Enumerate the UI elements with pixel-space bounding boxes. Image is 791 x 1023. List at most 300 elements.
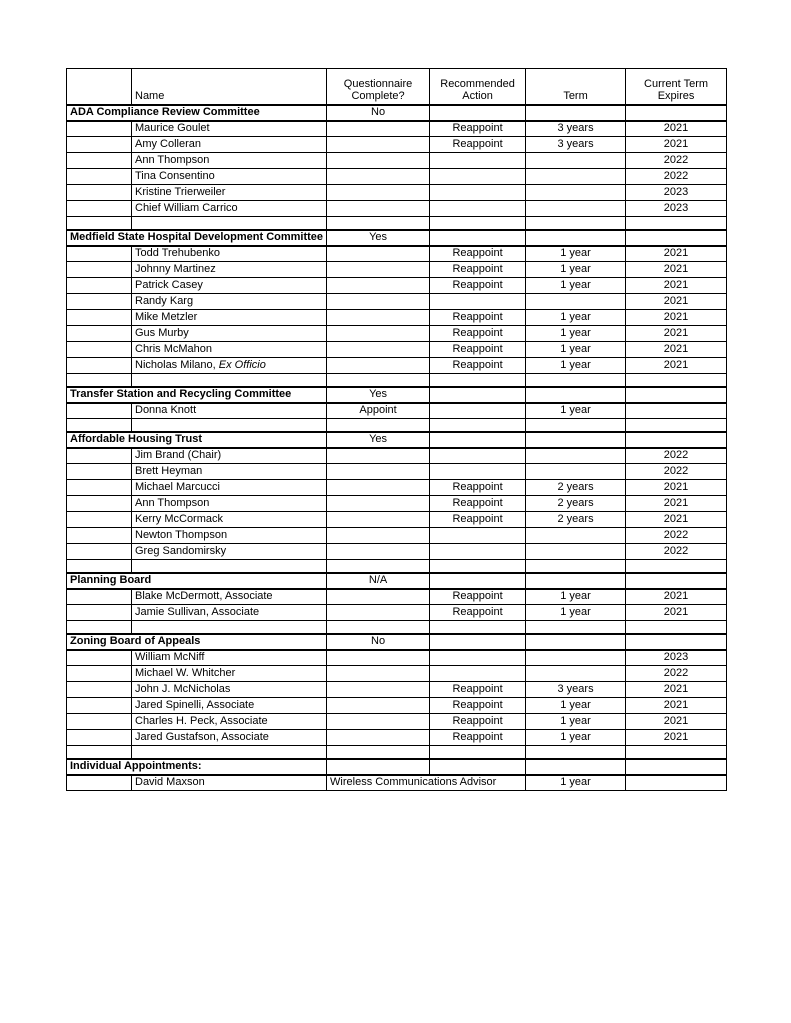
current-term-expires-cell: 2021 (626, 714, 727, 730)
committee-title: Individual Appointments: (67, 759, 327, 775)
questionnaire-complete-cell (327, 512, 430, 528)
indent-cell (67, 153, 132, 169)
empty-cell (626, 560, 727, 573)
appointee-name: Tina Consentino (135, 170, 215, 182)
recommended-action-cell: Reappoint (430, 714, 526, 730)
appointee-row (67, 121, 727, 137)
current-term-expires-cell: 2021 (626, 496, 727, 512)
header-recommended-action: Recommended Action (430, 69, 526, 105)
term-cell (526, 169, 626, 185)
committee-section-row (67, 230, 727, 246)
questionnaire-complete-cell: Appoint (327, 403, 430, 419)
indent-cell (67, 714, 132, 730)
recommended-action-cell: Reappoint (430, 512, 526, 528)
empty-cell (526, 374, 626, 387)
empty-cell (327, 419, 430, 432)
questionnaire-complete-cell (327, 137, 430, 153)
committee-title: Affordable Housing Trust (67, 432, 327, 448)
empty-cell (132, 621, 327, 634)
term-cell: 1 year (526, 246, 626, 262)
appointee-name: Jamie Sullivan, Associate (135, 606, 260, 618)
questionnaire-complete-cell (327, 185, 430, 201)
empty-cell (526, 419, 626, 432)
indent-cell (67, 403, 132, 419)
indent-cell (67, 528, 132, 544)
recommended-action-cell: Reappoint (430, 262, 526, 278)
spacer-row (67, 560, 727, 573)
indent-cell (67, 650, 132, 666)
current-term-expires-cell (626, 230, 727, 246)
indent-cell (67, 137, 132, 153)
empty-cell (132, 560, 327, 573)
recommended-action-cell (430, 153, 526, 169)
appointee-name-cell (132, 278, 327, 294)
appointee-row (67, 528, 727, 544)
empty-cell (626, 217, 727, 230)
appointee-name-cell (132, 512, 327, 528)
empty-cell (67, 621, 132, 634)
term-cell (526, 105, 626, 121)
appointee-name-cell (132, 775, 327, 791)
questionnaire-complete-cell: Yes (327, 230, 430, 246)
appointee-row (67, 169, 727, 185)
appointee-row (67, 666, 727, 682)
appointee-name-cell (132, 650, 327, 666)
indent-cell (67, 185, 132, 201)
appointments-table-body (67, 105, 727, 791)
empty-cell (67, 419, 132, 432)
recommended-action-cell: Reappoint (430, 682, 526, 698)
term-cell: 1 year (526, 775, 626, 791)
term-cell: 1 year (526, 326, 626, 342)
appointee-name: Randy Karg (135, 295, 194, 307)
indent-cell (67, 294, 132, 310)
term-cell: 1 year (526, 714, 626, 730)
current-term-expires-cell: 2021 (626, 480, 727, 496)
committee-title: Transfer Station and Recycling Committee (67, 387, 327, 403)
recommended-action-cell (430, 387, 526, 403)
term-cell (526, 544, 626, 560)
header-name: Name (132, 69, 327, 105)
questionnaire-complete-cell (327, 464, 430, 480)
appointee-row (67, 153, 727, 169)
appointee-name: Kerry McCormack (135, 513, 224, 525)
recommended-action-cell: Reappoint (430, 278, 526, 294)
appointee-name-cell (132, 698, 327, 714)
questionnaire-complete-cell (327, 730, 430, 746)
indent-cell (67, 169, 132, 185)
term-cell (526, 573, 626, 589)
appointee-name: Ann Thompson (135, 497, 210, 509)
term-cell (526, 185, 626, 201)
indent-cell (67, 342, 132, 358)
appointee-name-cell (132, 730, 327, 746)
questionnaire-complete-cell: Yes (327, 387, 430, 403)
recommended-action-cell (430, 528, 526, 544)
current-term-expires-cell: 2021 (626, 137, 727, 153)
appointee-name-cell (132, 605, 327, 621)
term-cell (526, 634, 626, 650)
indent-cell (67, 589, 132, 605)
term-cell (526, 528, 626, 544)
appointee-name-cell (132, 342, 327, 358)
questionnaire-complete-cell (327, 528, 430, 544)
appointee-name-cell (132, 262, 327, 278)
appointee-row (67, 650, 727, 666)
term-cell (526, 666, 626, 682)
recommended-action-cell (430, 185, 526, 201)
recommended-action-cell: Reappoint (430, 358, 526, 374)
indent-cell (67, 358, 132, 374)
current-term-expires-cell: 2021 (626, 342, 727, 358)
questionnaire-complete-cell (327, 589, 430, 605)
appointee-name: Michael W. Whitcher (135, 667, 236, 679)
indent-cell (67, 544, 132, 560)
current-term-expires-cell: 2021 (626, 682, 727, 698)
appointee-row (67, 730, 727, 746)
questionnaire-complete-cell: Yes (327, 432, 430, 448)
appointee-row (67, 714, 727, 730)
appointee-name: Amy Colleran (135, 138, 202, 150)
recommended-action-cell (430, 666, 526, 682)
appointee-name-cell (132, 294, 327, 310)
appointee-name-cell (132, 589, 327, 605)
empty-cell (327, 374, 430, 387)
current-term-expires-cell: 2021 (626, 698, 727, 714)
indent-cell (67, 310, 132, 326)
indent-cell (67, 512, 132, 528)
recommended-action-cell: Reappoint (430, 326, 526, 342)
spacer-row (67, 217, 727, 230)
questionnaire-complete-cell (327, 698, 430, 714)
empty-cell (430, 217, 526, 230)
appointments-table (66, 68, 727, 791)
committee-section-row (67, 634, 727, 650)
current-term-expires-cell: 2023 (626, 201, 727, 217)
term-cell: 1 year (526, 262, 626, 278)
current-term-expires-cell (626, 634, 727, 650)
term-cell (526, 230, 626, 246)
current-term-expires-cell (626, 387, 727, 403)
appointee-name-cell (132, 403, 327, 419)
questionnaire-complete-cell (327, 294, 430, 310)
empty-cell (430, 419, 526, 432)
empty-cell (626, 374, 727, 387)
appointee-name-cell (132, 448, 327, 464)
appointee-name-cell (132, 326, 327, 342)
empty-cell (327, 217, 430, 230)
recommended-action-cell: Reappoint (430, 589, 526, 605)
current-term-expires-cell: 2023 (626, 185, 727, 201)
appointee-name: John J. McNicholas (135, 683, 231, 695)
table-header-row (67, 69, 727, 105)
current-term-expires-cell: 2021 (626, 310, 727, 326)
appointee-name-cell (132, 185, 327, 201)
committee-title: Planning Board (67, 573, 327, 589)
questionnaire-complete-cell: N/A (327, 573, 430, 589)
recommended-action-cell: Reappoint (430, 605, 526, 621)
recommended-action-cell (430, 573, 526, 589)
appointee-row (67, 294, 727, 310)
questionnaire-complete-cell (327, 650, 430, 666)
appointee-row (67, 403, 727, 419)
term-cell (526, 448, 626, 464)
current-term-expires-cell: 2022 (626, 544, 727, 560)
header-current-term-expires: Current Term Expires (626, 69, 727, 105)
questionnaire-complete-cell (327, 682, 430, 698)
empty-cell (327, 621, 430, 634)
current-term-expires-cell (626, 432, 727, 448)
appointee-name-cell (132, 666, 327, 682)
current-term-expires-cell: 2021 (626, 512, 727, 528)
current-term-expires-cell: 2021 (626, 605, 727, 621)
indent-cell (67, 480, 132, 496)
appointee-name: David Maxson (135, 776, 205, 789)
appointee-row (67, 589, 727, 605)
questionnaire-complete-cell (327, 605, 430, 621)
empty-cell (132, 746, 327, 759)
recommended-action-cell: Reappoint (430, 342, 526, 358)
appointee-row (67, 775, 727, 791)
indent-cell (67, 698, 132, 714)
appointee-name-cell (132, 496, 327, 512)
recommended-action-cell: Reappoint (430, 480, 526, 496)
questionnaire-complete-cell (327, 480, 430, 496)
empty-cell (67, 560, 132, 573)
appointee-row (67, 278, 727, 294)
recommended-action-cell: Reappoint (430, 246, 526, 262)
header-blank-cell (67, 69, 132, 105)
appointee-name-cell (132, 528, 327, 544)
committee-section-row (67, 105, 727, 121)
current-term-expires-cell: 2021 (626, 294, 727, 310)
term-cell (526, 294, 626, 310)
questionnaire-complete-cell (327, 310, 430, 326)
indent-cell (67, 246, 132, 262)
appointee-name: Ann Thompson (135, 154, 210, 166)
indent-cell (67, 121, 132, 137)
recommended-action-cell: Reappoint (430, 496, 526, 512)
appointee-name: Michael Marcucci (135, 481, 220, 493)
committee-title: Zoning Board of Appeals (67, 634, 327, 650)
term-cell: 3 years (526, 137, 626, 153)
appointee-name-cell (132, 169, 327, 185)
term-cell: 1 year (526, 403, 626, 419)
term-cell: 1 year (526, 605, 626, 621)
recommended-action-cell (430, 759, 526, 775)
empty-cell (430, 621, 526, 634)
appointee-name: Johnny Martinez (135, 263, 216, 275)
term-cell: 3 years (526, 121, 626, 137)
appointee-name: Jim Brand (Chair) (135, 449, 222, 462)
appointee-name-cell (132, 310, 327, 326)
current-term-expires-cell: 2022 (626, 528, 727, 544)
term-cell: 1 year (526, 310, 626, 326)
appointee-name-italic-suffix: Ex Officio (215, 359, 266, 371)
recommended-action-cell: Reappoint (430, 310, 526, 326)
current-term-expires-cell (626, 759, 727, 775)
questionnaire-complete-cell (327, 342, 430, 358)
term-cell (526, 759, 626, 775)
appointee-row (67, 137, 727, 153)
current-term-expires-cell: 2021 (626, 730, 727, 746)
appointee-name: Donna Knott (135, 404, 197, 417)
indent-cell (67, 201, 132, 217)
empty-cell (626, 419, 727, 432)
current-term-expires-cell: 2021 (626, 589, 727, 605)
recommended-action-cell (430, 201, 526, 217)
term-cell (526, 153, 626, 169)
questionnaire-complete-cell: No (327, 105, 430, 121)
empty-cell (430, 560, 526, 573)
appointee-name-cell (132, 137, 327, 153)
empty-cell (132, 374, 327, 387)
appointee-name: Newton Thompson (135, 529, 228, 541)
questionnaire-complete-cell (327, 201, 430, 217)
questionnaire-complete-cell (327, 714, 430, 730)
appointee-name-cell (132, 544, 327, 560)
recommended-action-cell (430, 544, 526, 560)
term-cell: 3 years (526, 682, 626, 698)
term-cell (526, 432, 626, 448)
questionnaire-complete-cell (327, 759, 430, 775)
appointee-row (67, 448, 727, 464)
appointee-row (67, 698, 727, 714)
appointee-name-cell (132, 480, 327, 496)
term-cell: 1 year (526, 589, 626, 605)
recommended-action-cell (430, 448, 526, 464)
term-cell: 2 years (526, 512, 626, 528)
recommended-action-cell (430, 294, 526, 310)
appointee-row (67, 496, 727, 512)
appointee-name: Chris McMahon (135, 343, 213, 355)
appointee-row (67, 358, 727, 374)
recommended-action-cell (430, 432, 526, 448)
recommended-action-cell (430, 464, 526, 480)
appointee-name: Nicholas Milano, (135, 359, 216, 371)
appointee-row (67, 512, 727, 528)
indent-cell (67, 775, 132, 791)
current-term-expires-cell: 2021 (626, 326, 727, 342)
term-cell (526, 650, 626, 666)
term-cell: 1 year (526, 358, 626, 374)
appointee-row (67, 605, 727, 621)
spacer-row (67, 374, 727, 387)
questionnaire-complete-cell (327, 496, 430, 512)
current-term-expires-cell: 2023 (626, 650, 727, 666)
questionnaire-complete-cell: No (327, 634, 430, 650)
empty-cell (67, 217, 132, 230)
questionnaire-complete-cell (327, 448, 430, 464)
appointee-name-cell (132, 714, 327, 730)
indent-cell (67, 262, 132, 278)
questionnaire-complete-cell (327, 278, 430, 294)
empty-cell (526, 621, 626, 634)
header-questionnaire-complete: Questionnaire Complete? (327, 69, 430, 105)
empty-cell (132, 419, 327, 432)
appointee-name-cell (132, 153, 327, 169)
current-term-expires-cell (626, 105, 727, 121)
term-cell (526, 387, 626, 403)
questionnaire-complete-cell (327, 262, 430, 278)
appointee-name: Jared Spinelli, Associate (135, 699, 255, 711)
term-cell: 1 year (526, 698, 626, 714)
term-cell: 2 years (526, 496, 626, 512)
current-term-expires-cell: 2021 (626, 121, 727, 137)
spacer-row (67, 621, 727, 634)
indent-cell (67, 730, 132, 746)
appointee-row (67, 310, 727, 326)
recommended-action-cell (430, 169, 526, 185)
current-term-expires-cell: 2022 (626, 169, 727, 185)
term-cell: 1 year (526, 278, 626, 294)
current-term-expires-cell (626, 403, 727, 419)
empty-cell (626, 746, 727, 759)
term-cell: 2 years (526, 480, 626, 496)
appointee-name: Mike Metzler (135, 311, 198, 323)
current-term-expires-cell: 2022 (626, 448, 727, 464)
questionnaire-complete-cell (327, 326, 430, 342)
appointee-row (67, 201, 727, 217)
appointee-row (67, 342, 727, 358)
questionnaire-complete-cell (327, 169, 430, 185)
indent-cell (67, 464, 132, 480)
recommended-action-cell (430, 230, 526, 246)
advisor-role-cell: Wireless Communications Advisor (327, 775, 526, 791)
recommended-action-cell: Reappoint (430, 121, 526, 137)
current-term-expires-cell: 2021 (626, 262, 727, 278)
appointee-name: Gus Murby (135, 327, 189, 339)
indent-cell (67, 448, 132, 464)
recommended-action-cell (430, 403, 526, 419)
current-term-expires-cell (626, 573, 727, 589)
appointee-row (67, 262, 727, 278)
current-term-expires-cell (626, 775, 727, 791)
appointee-name-cell (132, 682, 327, 698)
term-cell (526, 201, 626, 217)
appointee-row (67, 544, 727, 560)
appointee-name: Maurice Goulet (135, 122, 210, 135)
questionnaire-complete-cell (327, 121, 430, 137)
recommended-action-cell: Reappoint (430, 698, 526, 714)
appointee-row (67, 464, 727, 480)
appointee-name: William McNiff (135, 651, 205, 664)
empty-cell (430, 374, 526, 387)
appointee-name-cell (132, 464, 327, 480)
recommended-action-cell: Reappoint (430, 730, 526, 746)
appointee-row (67, 185, 727, 201)
indent-cell (67, 605, 132, 621)
appointee-name-cell (132, 121, 327, 137)
committee-section-row (67, 387, 727, 403)
current-term-expires-cell: 2022 (626, 464, 727, 480)
appointee-row (67, 246, 727, 262)
empty-cell (526, 746, 626, 759)
recommended-action-cell (430, 634, 526, 650)
appointee-row (67, 480, 727, 496)
indent-cell (67, 496, 132, 512)
appointee-name: Jared Gustafson, Associate (135, 731, 269, 743)
appointee-name: Charles H. Peck, Associate (135, 715, 268, 727)
recommended-action-cell (430, 105, 526, 121)
recommended-action-cell: Reappoint (430, 137, 526, 153)
appointee-name: Kristine Trierweiler (135, 186, 226, 198)
committee-section-row (67, 759, 727, 775)
empty-cell (132, 217, 327, 230)
appointee-name: Brett Heyman (135, 465, 203, 477)
recommended-action-cell (430, 650, 526, 666)
empty-cell (327, 560, 430, 573)
